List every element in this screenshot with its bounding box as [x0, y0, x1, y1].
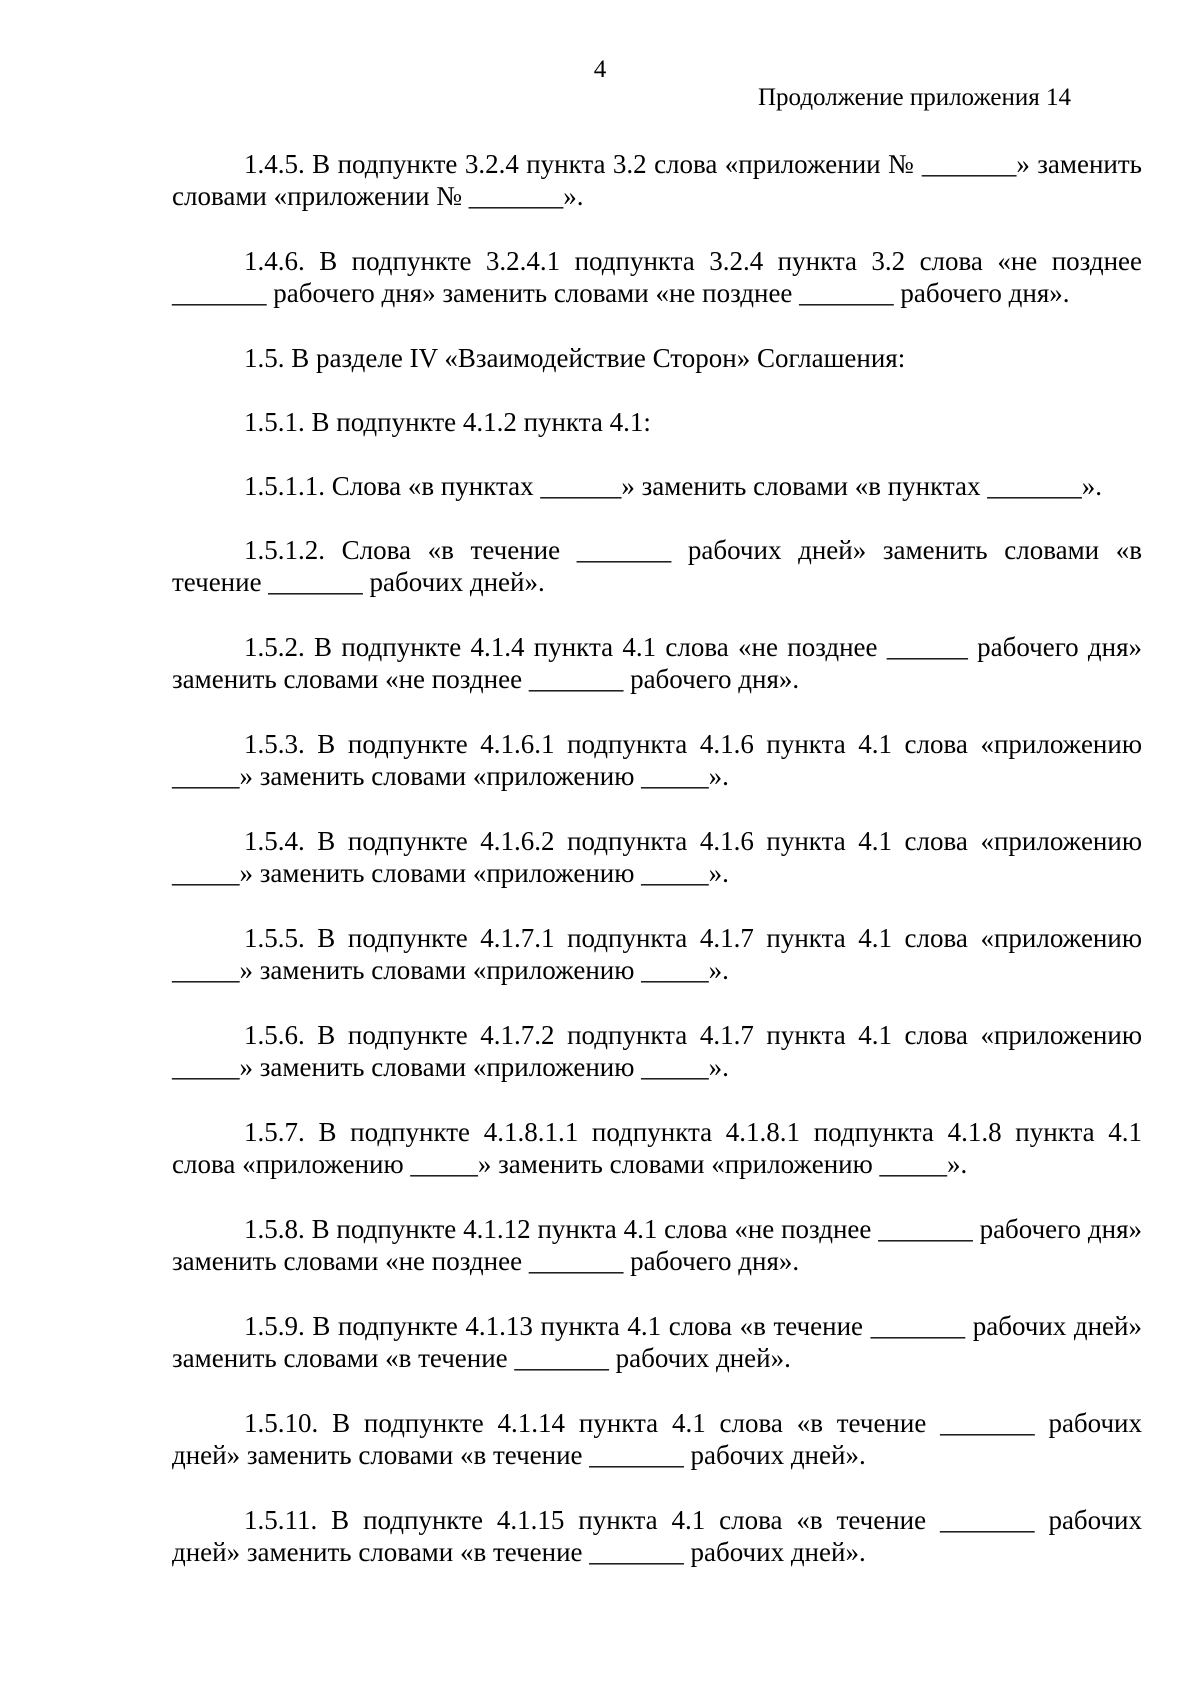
paragraph-1-5-4: 1.5.4. В подпункте 4.1.6.2 подпункта 4.1.6 пункта 4.1 слова «приложению _____» заменить словами «приложению _____». [172, 826, 1142, 888]
paragraph-1-5-9: 1.5.9. В подпункте 4.1.13 пункта 4.1 слова «в течение _______ рабочих дней» заменить словами «в течение _______ рабочих дней». [172, 1311, 1142, 1373]
paragraph-1-5-8: 1.5.8. В подпункте 4.1.12 пункта 4.1 слова «не позднее _______ рабочего дня» заменить словами «не позднее _______ рабочего дня». [172, 1214, 1142, 1276]
paragraph-1-5-5: 1.5.5. В подпункте 4.1.7.1 подпункта 4.1.7 пункта 4.1 слова «приложению _____» заменить словами «приложению _____». [172, 923, 1142, 985]
paragraph-1-5-1: 1.5.1. В подпункте 4.1.2 пункта 4.1: [244, 407, 651, 437]
page-number: 4 [593, 56, 607, 83]
paragraph-1-5-11: 1.5.11. В подпункте 4.1.15 пункта 4.1 слова «в течение _______ рабочих дней» заменить словами «в течение _______ рабочих дней». [172, 1505, 1142, 1567]
paragraph-1-5-7: 1.5.7. В подпункте 4.1.8.1.1 подпункта 4.1.8.1 подпункта 4.1.8 пункта 4.1 слова «приложению _____» заменить словами «приложению _____». [172, 1117, 1142, 1179]
paragraph-1-5-10: 1.5.10. В подпункте 4.1.14 пункта 4.1 слова «в течение _______ рабочих дней» заменить словами «в течение _______ рабочих дней». [172, 1408, 1142, 1470]
paragraph-1-5-2: 1.5.2. В подпункте 4.1.4 пункта 4.1 слова «не позднее ______ рабочего дня» заменить словами «не позднее _______ рабочего дня». [172, 632, 1142, 694]
paragraph-1-5-6: 1.5.6. В подпункте 4.1.7.2 подпункта 4.1.7 пункта 4.1 слова «приложению _____» заменить словами «приложению _____». [172, 1020, 1142, 1082]
running-header: Продолжение приложения 14 [757, 84, 1071, 111]
paragraph-1-4-6: 1.4.6. В подпункте 3.2.4.1 подпункта 3.2.4 пункта 3.2 слова «не позднее _______ рабочего дня» заменить словами «не позднее _______ рабочего дня». [172, 246, 1142, 308]
paragraph-1-5: 1.5. В разделе IV «Взаимодействие Сторон» Соглашения: [244, 343, 906, 373]
paragraph-1-5-1-1: 1.5.1.1. Слова «в пунктах ______» заменить словами «в пунктах _______». [244, 471, 1103, 501]
paragraph-1-5-1-2: 1.5.1.2. Слова «в течение _______ рабочих дней» заменить словами «в течение _______ рабочих дней». [172, 535, 1142, 597]
paragraph-1-5-3: 1.5.3. В подпункте 4.1.6.1 подпункта 4.1.6 пункта 4.1 слова «приложению _____» заменить словами «приложению _____». [172, 729, 1142, 791]
paragraph-1-4-5: 1.4.5. В подпункте 3.2.4 пункта 3.2 слова «приложении № _______» заменить словами «приложении № _______». [172, 149, 1142, 211]
